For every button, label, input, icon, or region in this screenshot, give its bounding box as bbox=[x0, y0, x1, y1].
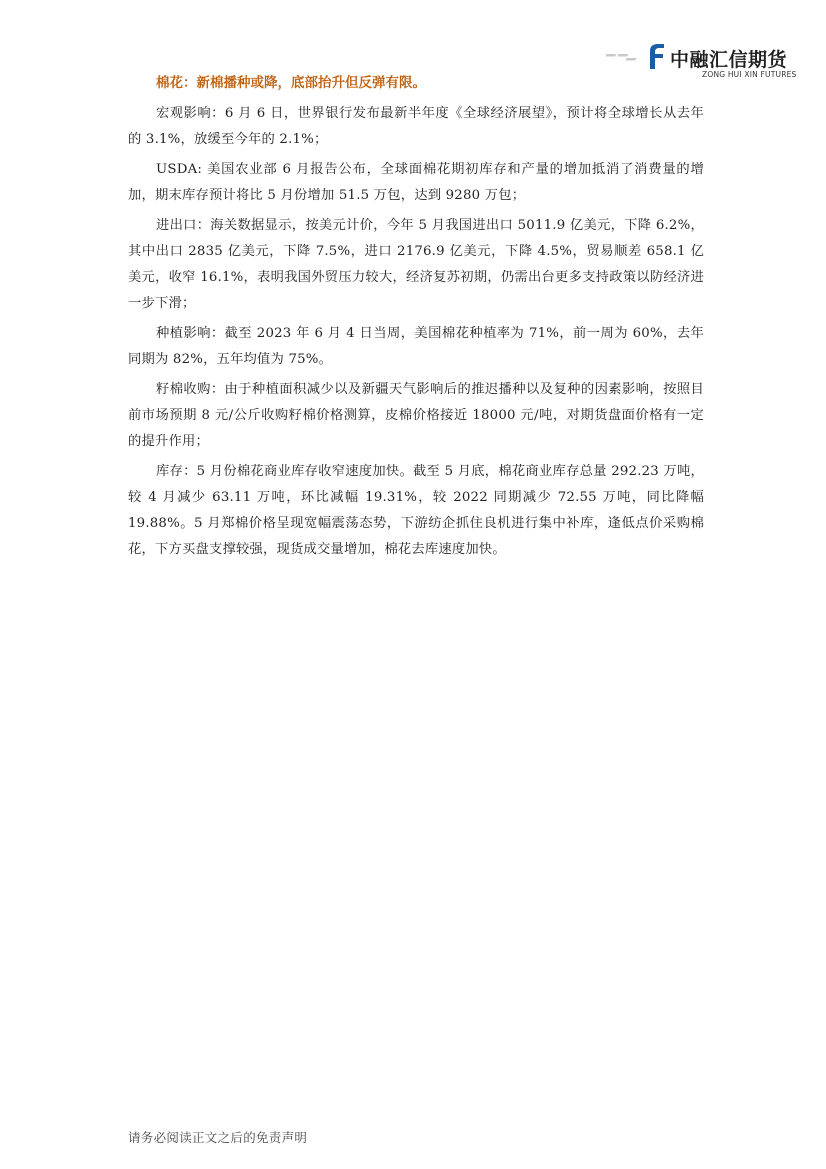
logo-english-name: ZONG HUI XIN FUTURES bbox=[702, 70, 797, 79]
disclaimer-footer: 请务必阅读正文之后的免责声明 bbox=[128, 1130, 308, 1145]
logo-mark-icon bbox=[606, 42, 668, 70]
logo-chinese-name: 中融汇信期货 bbox=[670, 49, 788, 71]
paragraph-planting: 种植影响：截至 2023 年 6 月 4 日当周，美国棉花种植率为 71%，前一周为 60%，去年同期为 82%，五年均值为 75%。 bbox=[128, 326, 704, 367]
paragraph-inventory: 库存：5 月份棉花商业库存收窄速度加快。截至 5 月底，棉花商业库存总量 292.23 万吨，较 4 月减少 63.11 万吨，环比减幅 19.31%，较 2022 同期减少 72.55 万吨，同比降幅 19.88%。5 月郑棉价格呈现宽幅震荡态势，下游纺企抓住良机进行集中补库，逢低点价采购棉花，下方买盘支撑较强，现货成交量增加，棉花去库速度加快。 bbox=[128, 464, 704, 557]
paragraph-macro: 宏观影响：6 月 6 日，世界银行发布最新半年度《全球经济展望》，预计将全球增长从去年的 3.1%，放缓至今年的 2.1%； bbox=[128, 106, 704, 147]
report-section bbox=[128, 72, 704, 567]
section-heading: 棉花：新棉播种或降，底部抬升但反弹有限。 bbox=[156, 75, 426, 91]
paragraph-usda: USDA: 美国农业部 6 月报告公布，全球面棉花期初库存和产量的增加抵消了消费量的增加，期末库存预计将比 5 月份增加 51.5 万包，达到 9280 万包； bbox=[128, 162, 704, 203]
paragraph-trade: 进出口：海关数据显示，按美元计价，今年 5 月我国进出口 5011.9 亿美元，下降 6.2%，其中出口 2835 亿美元，下降 7.5%，进口 2176.9 亿美元，下降 4.5%，贸易顺差 658.1 亿美元，收窄 16.1%，表明我国外贸压力较大，经济复苏初期，仍需出台更多支持政策以防经济进一步下滑； bbox=[128, 218, 704, 311]
paragraph-seed-cotton: 籽棉收购：由于种植面积减少以及新疆天气影响后的推迟播种以及复种的因素影响，按照目前市场预期 8 元/公斤收购籽棉价格测算，皮棉价格接近 18000 元/吨，对期货盘面价格有一定的提升作用； bbox=[128, 382, 704, 449]
